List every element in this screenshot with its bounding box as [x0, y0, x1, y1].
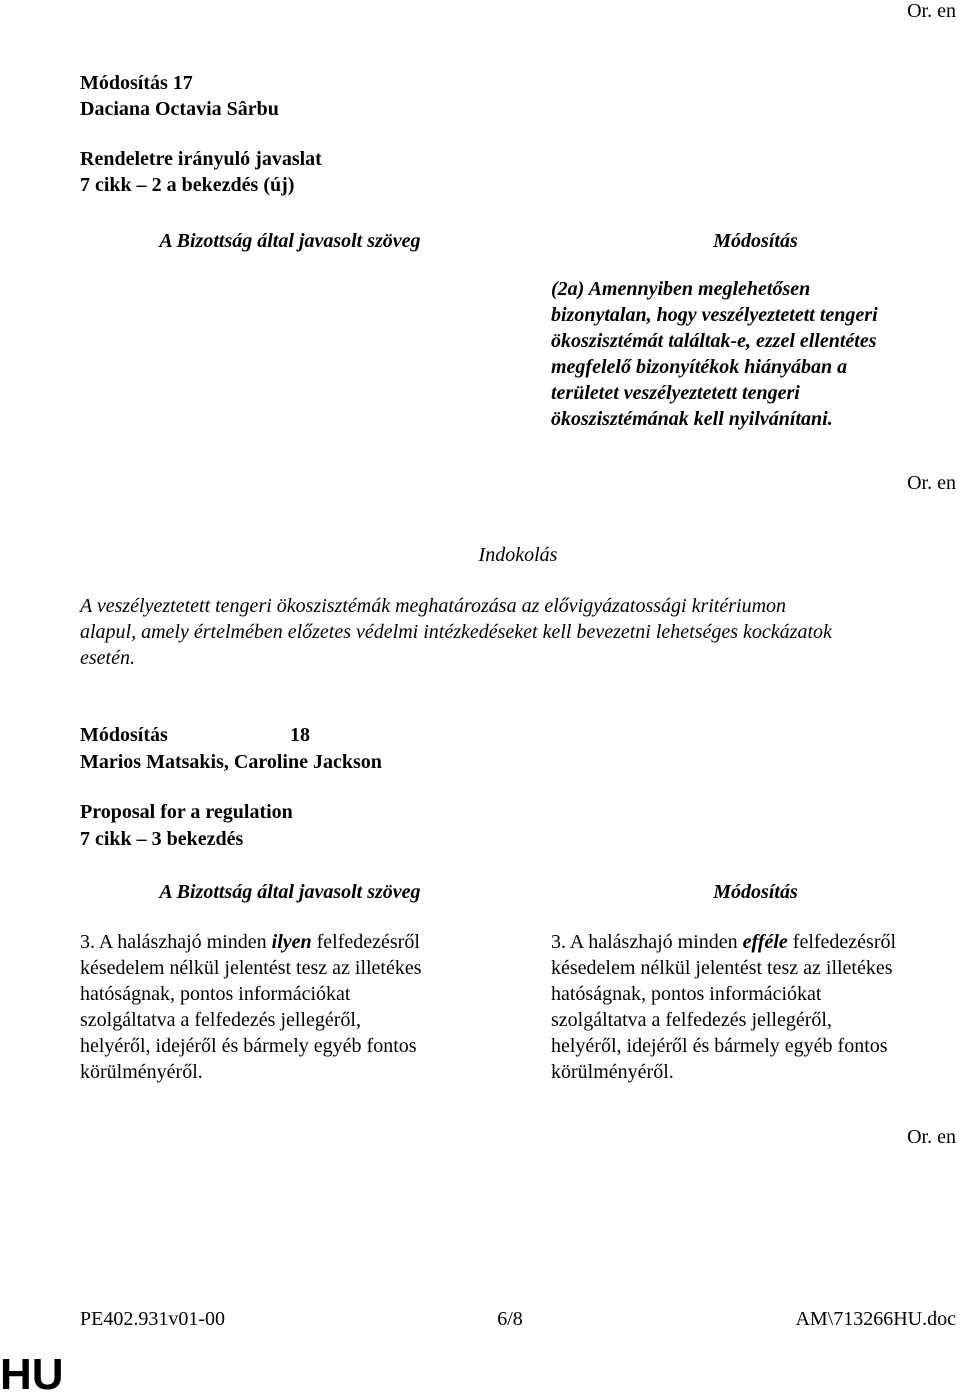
- original-language-label: Or. en: [907, 0, 956, 22]
- amendment-18-commission-text-header: A Bizottság által javasolt szöveg: [159, 881, 421, 903]
- footer-page-number: 6/8: [497, 1308, 523, 1330]
- amendment-17-amendment-header: Módosítás: [713, 230, 798, 252]
- changed-word: efféle: [742, 931, 788, 953]
- commission-text-line: körülményéről.: [80, 1061, 203, 1083]
- commission-text-line: késedelem nélkül jelentést tesz az illetékes: [80, 957, 422, 979]
- amendment-text-line: ökoszisztémát találtak-e, ezzel ellentétes: [551, 330, 877, 352]
- amendment-text-first-line: 3. A halászhajó minden efféle felfedezésről: [551, 931, 897, 953]
- amendment-18-commission-text: [80, 929, 500, 1085]
- amendment-text-line: területet veszélyeztetett tengeri: [551, 382, 800, 404]
- amendment-17-doc-type: Rendeletre irányuló javaslat: [80, 148, 322, 170]
- amendment-text-line: megfelelő bizonyítékok hiányában a: [551, 356, 848, 378]
- justification-line: alapul, amely értelmében előzetes védelmi intézkedéseket kell bevezetni lehetséges kockázatok: [80, 621, 832, 643]
- justification-line: esetén.: [80, 647, 135, 669]
- footer-document-code: PE402.931v01-00: [80, 1308, 225, 1330]
- amendment-18-number: 18: [290, 724, 310, 746]
- amendment-text-line: bizonytalan, hogy veszélyeztetett tengeri: [551, 304, 878, 326]
- commission-text-first-line: 3. A halászhajó minden ilyen felfedezésről: [80, 931, 420, 953]
- amendment-18-doc-type: Proposal for a regulation: [80, 801, 293, 823]
- footer-language-code: HU: [0, 1350, 64, 1399]
- amendment-text-line: késedelem nélkül jelentést tesz az illetékes: [551, 957, 893, 979]
- amendment-text-line: (2a) Amennyiben meglehetősen: [551, 278, 811, 300]
- commission-text-line: hatóságnak, pontos információkat: [80, 983, 351, 1005]
- amendment-17-author: Daciana Octavia Sârbu: [80, 98, 279, 120]
- amendment-18-amendment-text: [551, 929, 960, 1085]
- amendment-18-authors: Marios Matsakis, Caroline Jackson: [80, 751, 382, 773]
- amendment-text-line: hatóságnak, pontos információkat: [551, 983, 822, 1005]
- justification-line: A veszélyeztetett tengeri ökoszisztémák meghatározása az elővigyázatossági kritériumon: [80, 595, 787, 617]
- amendment-18-title-word: Módosítás: [80, 724, 168, 746]
- amendment-17-reference: 7 cikk – 2 a bekezdés (új): [80, 174, 295, 196]
- amendment-text-line: körülményéről.: [551, 1061, 674, 1083]
- commission-text-line: szolgáltatva a felfedezés jellegéről,: [80, 1009, 361, 1031]
- justification-heading: Indokolás: [478, 544, 558, 566]
- changed-word: ilyen: [271, 931, 312, 953]
- amendment-17-title: Módosítás 17: [80, 72, 193, 94]
- footer-file-name: AM\713266HU.doc: [795, 1308, 956, 1330]
- amendment-18-amendment-header: Módosítás: [713, 881, 798, 903]
- original-language-label: Or. en: [907, 1126, 956, 1148]
- amendment-18-reference: 7 cikk – 3 bekezdés: [80, 828, 244, 850]
- commission-text-line: helyéről, idejéről és bármely egyéb fontos: [80, 1035, 417, 1057]
- justification-text: [80, 593, 832, 671]
- original-language-label: Or. en: [907, 472, 956, 494]
- amendment-17-amendment-text: [551, 276, 960, 432]
- amendment-text-line: helyéről, idejéről és bármely egyéb fontos: [551, 1035, 888, 1057]
- amendment-text-line: szolgáltatva a felfedezés jellegéről,: [551, 1009, 832, 1031]
- amendment-text-line: ökoszisztémának kell nyilvánítani.: [551, 408, 833, 430]
- amendment-17-commission-text-header: A Bizottság által javasolt szöveg: [159, 230, 421, 252]
